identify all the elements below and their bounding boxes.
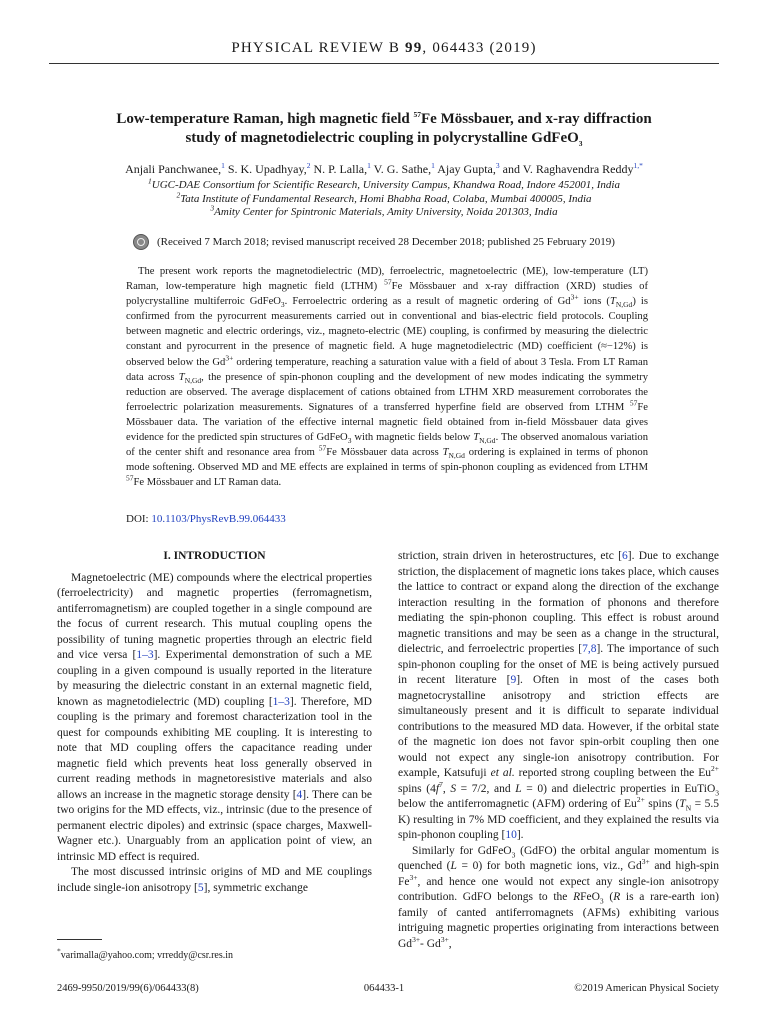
footnote: *varimalla@yahoo.com; vrreddy@csr.res.in xyxy=(57,946,234,961)
affiliation-link[interactable]: 1 xyxy=(431,161,435,170)
running-head xyxy=(0,40,768,57)
affiliation: $^2$Tata Institute of Fundamental Research, Homi Bhabha Road, Colaba, Mumbai 400005, India xyxy=(176,189,592,205)
body-paragraph: Similarly for GdFeO$_3$ (GdFO) the orbital angular momentum is quenched (L = 0) for both magnetic ions, viz., $Gd^{3+}$ and high-spin $Fe^{3+}$, and hence one would not expect any single-ion anisotropy contribution. GdFO belongs to the RFeO$_3$ (R is a rare-earth ion) family of canted antiferromagnets (AFMs) exhibiting various intriguing magnetic properties originating from interactions between $Gd^{3+}-$ $Gd^{3+}$, xyxy=(398,844,719,950)
doi-link[interactable]: 10.1103/PhysRevB.99.064433 xyxy=(151,513,286,525)
body-paragraph: striction, strain driven in heterostructures, etc [6]. Due to exchange striction, the displacement of magnetic ions takes place, which causes the lattice to contract or expand along the direction of the exchange interaction resulting in the formation of phonons and therefore mediating the spin-phonon coupling. This effect is robust around magnetic transitions and may be seen as a change in the structural, dielectric, and ferroelectric properties [7,8]. The importance of such spin-phonon coupling for the onset of ME is being actively pursued in recent literature [9]. Often in most of the cases both magnetocrystalline anisotropy and striction effects are simultaneously present and it is difficult to separate individual contributions to the measured MD data. However, if the orbital state of the magnetic ion does not favor spin-orbit coupling then one would not expect any single-ion anisotropy contribution. For example, Katsufuji et al. reported strong coupling between the $Eu^{2+}$ spins ($4f^7$, S = 7/2, and L = 0) and dielectric properties in EuTiO$_3$ below the antiferromagnetic (AFM) ordering of $Eu^{2+}$ spins ($T_N = 5.5$ K) resulting in 7% MD coefficient, and they explained the results via spin-phonon coupling [10]. xyxy=(398,550,720,841)
corresponding-author-link[interactable]: 1,* xyxy=(633,161,643,170)
body-paragraph: The most discussed intrinsic origins of MD and ME couplings include single-ion anisotropy [5], symmetric exchange xyxy=(57,866,372,894)
header-rule xyxy=(49,63,719,64)
footnote-rule xyxy=(57,939,102,940)
article-number-year: , 064433 (2019) xyxy=(422,40,537,56)
author: Anjali Panchwanee, xyxy=(125,162,222,176)
affiliation: $^1$UGC-DAE Consortium for Scientific Research, University Campus, Khandwa Road, Indore 452001, India xyxy=(148,176,620,191)
affiliation-link[interactable]: 1 xyxy=(221,161,225,170)
author: S. K. Upadhyay, xyxy=(224,162,307,176)
column-left xyxy=(57,549,372,896)
footer-page-number: 064433-1 xyxy=(363,983,405,994)
affiliations xyxy=(40,176,728,220)
affiliation-link[interactable]: 3 xyxy=(495,161,500,170)
journal-volume: 99 xyxy=(405,40,423,56)
affiliation-link[interactable]: 1 xyxy=(367,161,371,170)
footer-copyright: ©2019 American Physical Society xyxy=(574,983,719,994)
received-dates: (Received 7 March 2018; revised manuscript received 28 December 2018; published 25 February 2019) xyxy=(133,234,713,250)
affiliation: $^3$Amity Center for Spintronic Materials, Amity University, Noida 201303, India xyxy=(210,203,558,218)
footer-issn: 2469-9950/2019/99(6)/064433(8) xyxy=(57,983,199,994)
abstract: The present work reports the magnetodielectric (MD), ferroelectric, magnetoelectric (ME), low-temperature (LT) Raman, low-temperature high magnetic field (LTHM) $^{57}$Fe Mössbauer and x-ray diffraction (XRD) studies of polycrystalline multiferroic GdFeO$_3$. Ferroelectric ordering as a result of magnetic ordering of $Gd^{3+}$ ions $(T_{N,Gd})$ is confirmed from the pyrocurrent measurements carried out in conventional and bias-electric field protocols. Coupling between magnetic and electric orderings, viz., magneto-electric (ME) coupling, is confirmed by measuring the dielectric constant and pyrocurrent in the presence of magnetic field. A huge magnetodielectric (MD) coefficient (≈−12%) is observed below the $Gd^{3+}$ ordering temperature, reaching a saturation value with a field of about 3 Tesla. From LT Raman data across $T_{N,Gd}$, the presence of spin-phonon coupling and the development of new modes indicating the symmetry reduction are observed. The average displacement of cations obtained from LTHM XRD measurement corroborates the ferroelectric polarization measurements. Signatures of a transferred hyperfine field are observed from LTHM $^{57}$Fe Mössbauer data. The variation of the effective internal magnetic field obtained from in-field Mössbauer data gives evidence for the predicted spin structures of GdFeO$_3$ with magnetic fields below $T_{N,Gd}$. The observed anomalous variation of the center shift and resonance area from $^{57}$Fe Mössbauer data across $T_{N,Gd}$ ordering is explained in terms of phonon mode softening. Observed MD and ME effects are explained in terms of spin-phonon coupling as evidenced from LTHM $^{57}$Fe Mössbauer and LT Raman data. xyxy=(126,266,649,489)
body-paragraph: Magnetoelectric (ME) compounds where the electrical properties (ferroelectricity) and magnetic properties (ferromagnetism, antiferromagnetism) are coupled together in a single compound are the focus of current research. This mutual coupling opens the possibility of tuning magnetic properties through an electric field and vice versa [1–3]. Experimental demonstration of such a ME coupling in a given compound is usually reported in the literature by measuring the dielectric constant in an external magnetic field, known as magnetodielectric (MD) coupling [1–3]. Therefore, MD coupling is the primary and foremost characterization tool in the quest for compounds exhibiting ME coupling. It is interesting to note that MD coupling offers the capacitance reading under magnetic field which prevents heat loss generally observed in current reading methods in magnetoresistive materials and also allows an increase in the magnetic storage density [4]. There can be two origins for the MD effects, viz., intrinsic (due to the presence of permanent electric dipoles) and extrinsic (space charges, Maxwell-Wagner etc.). Unarguably from an application point of view, an intrinsic MD effect is required. xyxy=(57,571,372,863)
section-heading: I. INTRODUCTION xyxy=(163,550,266,562)
doi-line: DOI: 10.1103/PhysRevB.99.064433 xyxy=(126,513,286,525)
author: Ajay Gupta, xyxy=(434,162,496,176)
column-right xyxy=(398,549,719,952)
author: and V. Raghavendra Reddy xyxy=(499,162,634,176)
author: V. G. Sathe, xyxy=(370,162,432,176)
check-for-updates-icon[interactable] xyxy=(133,234,149,250)
author: N. P. Lalla, xyxy=(310,162,368,176)
corresponding-email: varimalla@yahoo.com; vrreddy@csr.res.in xyxy=(60,950,234,961)
paper-title: Low-temperature Raman, high magnetic field $^{57}$Fe Mössbauer, and x-ray diffraction study of magnetodielectric coupling in polycrystalline GdFeO$_3$ xyxy=(116,110,652,148)
journal-name: PHYSICAL REVIEW B xyxy=(231,40,401,56)
affiliation-link[interactable]: 2 xyxy=(306,161,311,170)
author-list xyxy=(40,162,728,177)
